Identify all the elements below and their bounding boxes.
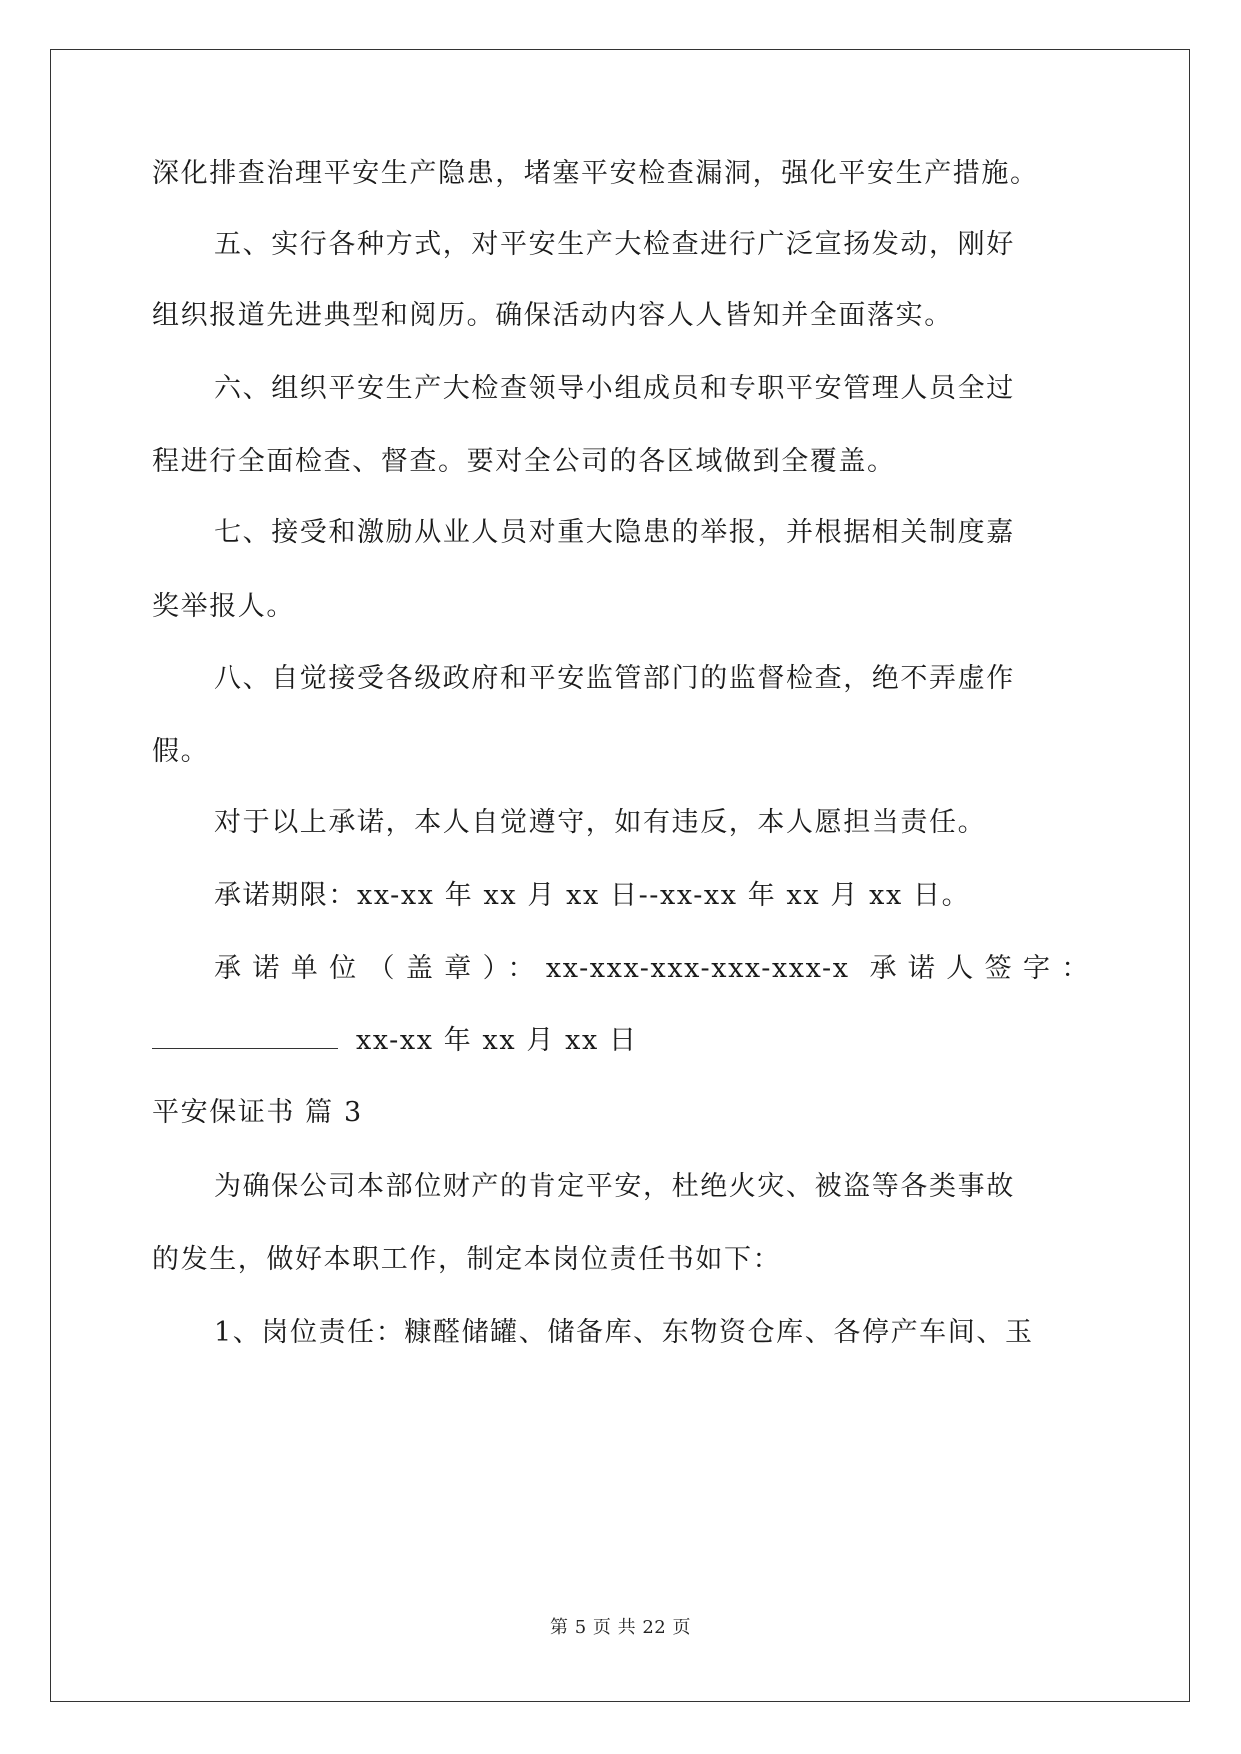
paragraph-line-3: 组织报道先进典型和阅历。确保活动内容人人皆知并全面落实。 (152, 300, 953, 331)
page-border (50, 49, 1190, 1702)
paragraph-line-4: 六、组织平安生产大检查领导小组成员和专职平安管理人员全过 (214, 373, 1015, 404)
paragraph-line-8: 八、自觉接受各级政府和平安监管部门的监督检查，绝不弄虚作 (214, 663, 1015, 694)
commitment-period: 承诺期限：xx-xx 年 xx 月 xx 日--xx-xx 年 xx 月 xx 日。 (214, 880, 971, 911)
paragraph-line-13: 1、岗位责任：糠醛储罐、储备库、东物资仓库、各停产车间、玉 (214, 1317, 1034, 1348)
page-number: 第 5 页 共 22 页 (550, 1617, 691, 1638)
paragraph-line-9: 假。 (152, 736, 210, 767)
paragraph-line-11: 为确保公司本部位财产的肯定平安，杜绝火灾、被盗等各类事故 (214, 1171, 1015, 1202)
paragraph-line-12: 的发生，做好本职工作，制定本岗位责任书如下： (152, 1244, 782, 1275)
paragraph-line-10: 对于以上承诺，本人自觉遵守，如有违反，本人愿担当责任。 (214, 807, 987, 838)
signature-date: xx-xx 年 xx 月 xx 日 (356, 1025, 638, 1056)
commitment-unit-line: 承诺单位（盖章）：xx-xxx-xxx-xxx-xxx-x 承诺人签字： (214, 953, 1090, 984)
signature-date-line (152, 1024, 1090, 1058)
paragraph-line-1: 深化排查治理平安生产隐患，堵塞平安检查漏洞，强化平安生产措施。 (152, 158, 1039, 189)
section-heading: 平安保证书 篇 3 (152, 1097, 363, 1128)
paragraph-line-2: 五、实行各种方式，对平安生产大检查进行广泛宣扬发动，刚好 (214, 229, 1015, 260)
paragraph-line-7: 奖举报人。 (152, 591, 295, 622)
signature-blank (152, 1024, 338, 1049)
paragraph-line-5: 程进行全面检查、督查。要对全公司的各区域做到全覆盖。 (152, 446, 896, 477)
paragraph-line-6: 七、接受和激励从业人员对重大隐患的举报，并根据相关制度嘉 (214, 517, 1015, 548)
